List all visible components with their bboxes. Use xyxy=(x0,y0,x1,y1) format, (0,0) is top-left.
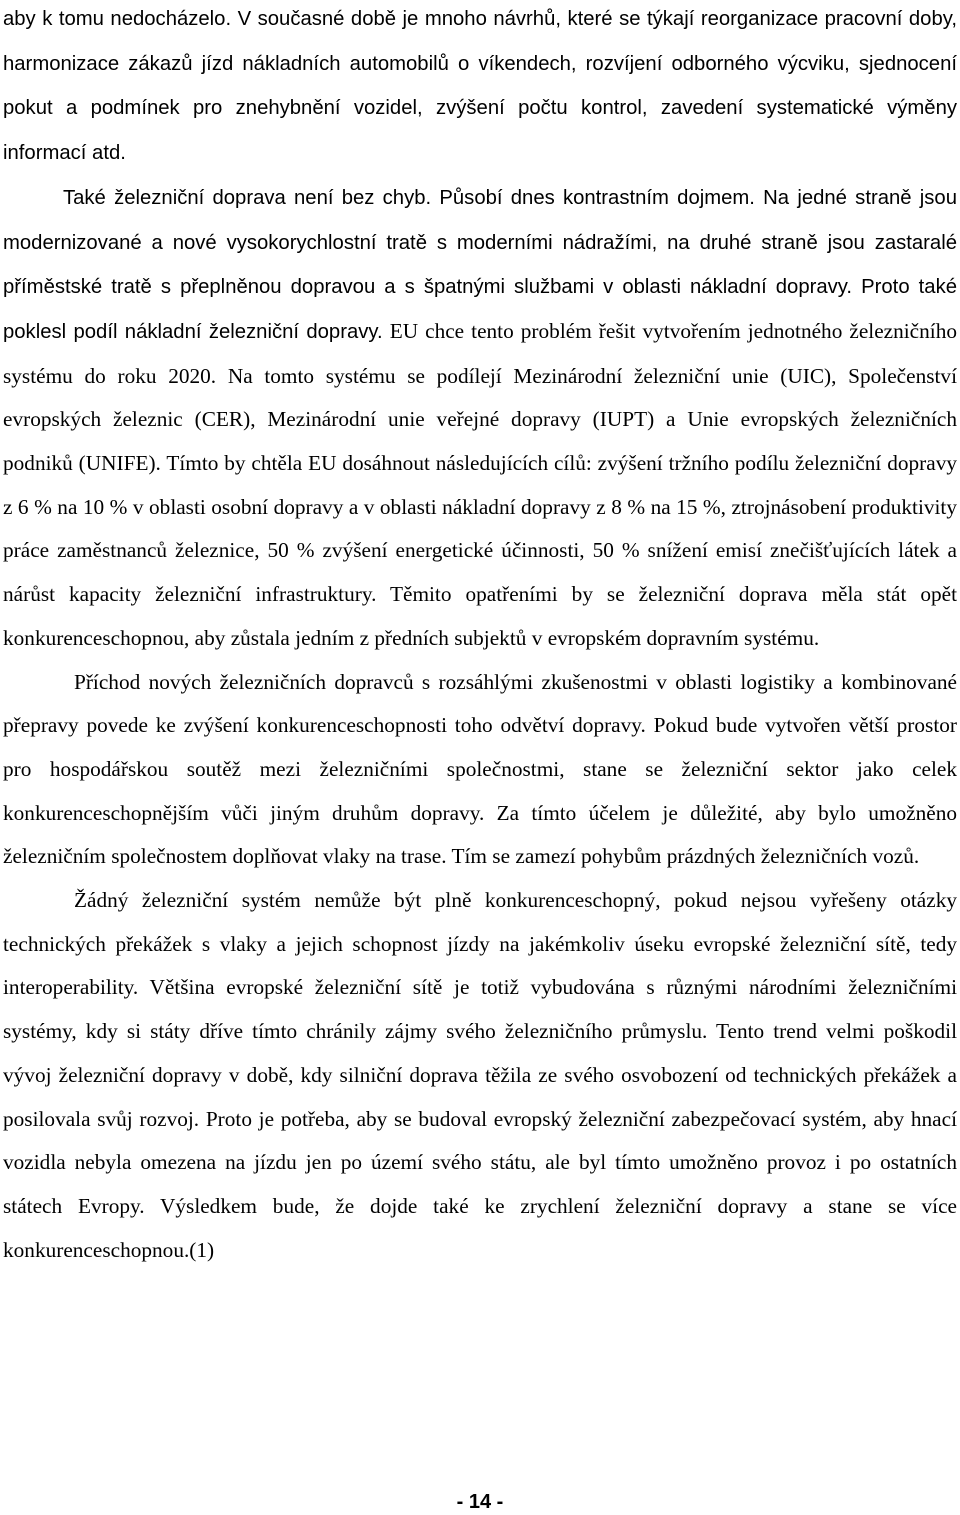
document-page xyxy=(3,0,957,1272)
paragraph-2-text-sans: Také železniční doprava není bez chyb. Působí dnes kontrastním dojmem. Na jedné straně jsou modernizované a nové vysokorychlostní tratě s moderními nádražími, na druhé straně jsou zastaralé příměstské tratě s přeplněnou dopravou a s špatnými službami v oblasti nákladní dopravy. Proto také poklesl podíl nákladní železniční dopravy. xyxy=(3,186,957,343)
paragraph-3 xyxy=(3,661,957,880)
paragraph-1 xyxy=(3,0,957,176)
paragraph-4 xyxy=(3,879,957,1272)
page-number: - 14 - xyxy=(456,1491,504,1513)
paragraph-3-text: Příchod nových železničních dopravců s rozsáhlými zkušenostmi v oblasti logistiky a kombinované přepravy povede ke zvýšení konkurenceschopnosti toho odvětví dopravy. Pokud bude vytvořen větší prostor pro hospodářskou soutěž mezi železničními společnostmi, stane se železniční sektor jako celek konkurenceschopnějším vůči jiným druhům dopravy. Za tímto účelem je důležité, aby bylo umožněno železničním společnostem doplňovat vlaky na trase. Tím se zamezí pohybům prázdných železničních vozů. xyxy=(3,669,957,869)
paragraph-1-text: aby k tomu nedocházelo. V současné době je mnoho návrhů, které se týkají reorganizace pracovní doby, harmonizace zákazů jízd nákladních automobilů o víkendech, rozvíjení odborného výcviku, sjednocení pokut a podmínek pro znehybnění vozidel, zvýšení počtu kontrol, zavedení systematické výměny informací atd. xyxy=(3,8,957,165)
paragraph-2 xyxy=(3,176,957,661)
paragraph-4-text: Žádný železniční systém nemůže být plně konkurenceschopný, pokud nejsou vyřešeny otázky technických překážek s vlaky a jejich schopnost jízdy na jakémkoliv úseku evropské železniční sítě, tedy interoperability. Většina evropské železniční sítě je totiž vybudována s různými národními železničními systémy, kdy si státy dříve tímto chránily zájmy svého železničního průmyslu. Tento trend velmi poškodil vývoj železniční dopravy v době, kdy silniční doprava těžila ze svého osvobození od technických překážek a posilovala svůj rozvoj. Proto je potřeba, aby se budoval evropský železniční zabezpečovací systém, aby hnací vozidla nebyla omezena na jízdu jen po území svého státu, ale byl tímto umožněno provoz i po ostatních státech Evropy. Výsledkem bude, že dojde také ke zrychlení železniční dopravy a stane se více konkurenceschopnou.(1) xyxy=(3,888,957,1262)
paragraph-2-text-serif: EU chce tento problém řešit vytvořením jednotného železničního systému do roku 2020. Na tomto systému se podílejí Mezinárodní železniční unie (UIC), Společenství evropských železnic (CER), Mezinárodní unie veřejné dopravy (IUPT) a Unie evropských železničních podniků (UNIFE). Tímto by chtěla EU dosáhnout následujících cílů: zvýšení tržního podílu železniční dopravy z 6 % na 10 % v oblasti osobní dopravy a v oblasti nákladní dopravy z 8 % na 15 %, ztrojnásobení produktivity práce zaměstnanců železnice, 50 % zvýšení energetické účinnosti, 50 % snížení emisí znečišťujících látek a nárůst kapacity železniční infrastruktury. Těmito opatřeními by se železniční doprava měla stát opět konkurenceschopnou, aby zůstala jedním z předních subjektů v evropském dopravním systému. xyxy=(3,318,957,650)
